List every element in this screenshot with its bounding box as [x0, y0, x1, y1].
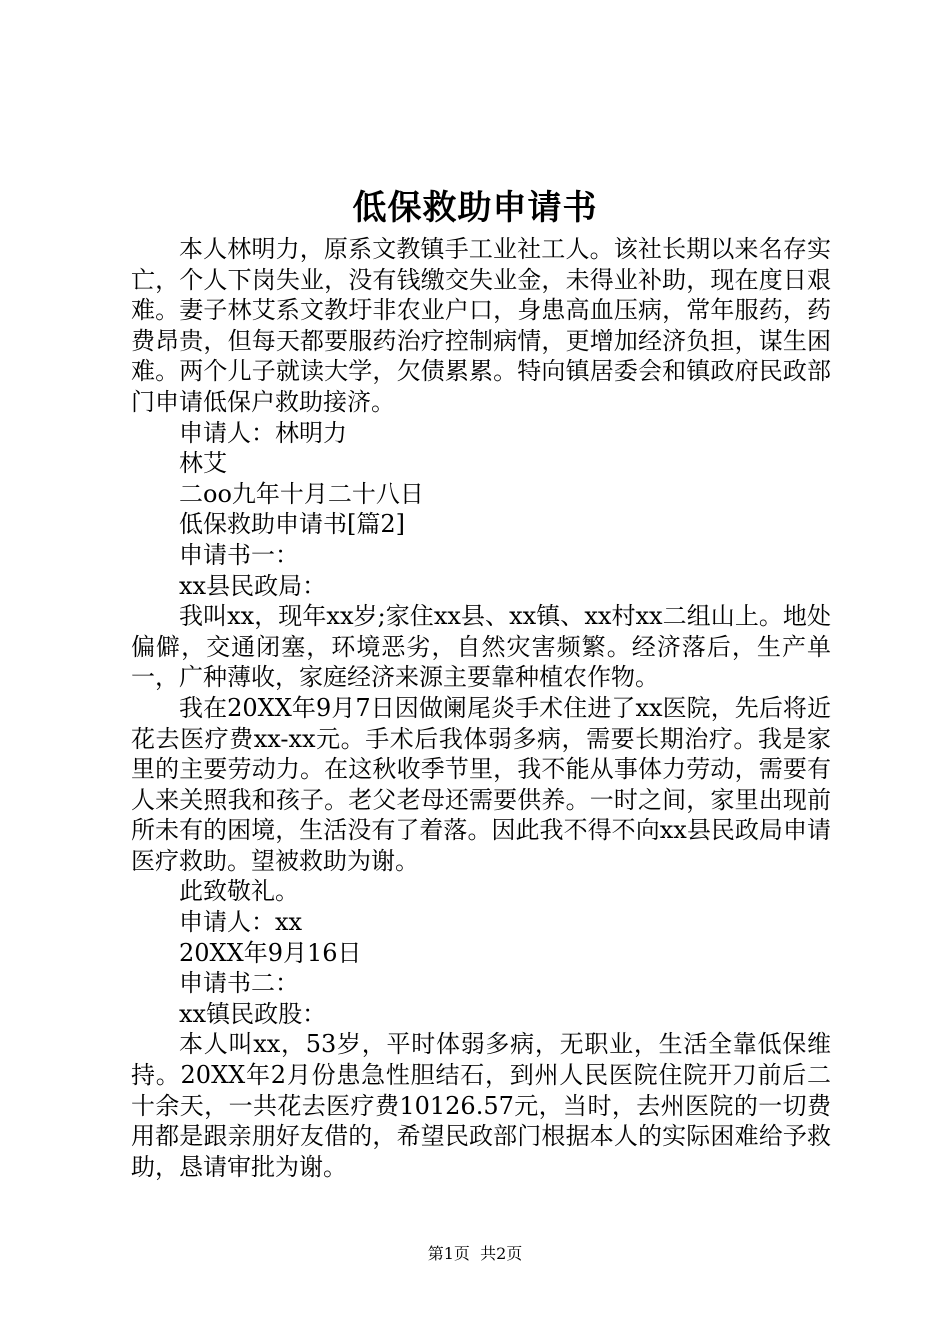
co-applicant-line: 林艾 [179, 449, 227, 478]
applicant-line: 申请人：林明力 [179, 418, 347, 447]
page-footer: 第1页 共2页 [427, 1244, 523, 1263]
salutation-line: xx县民政局： [179, 571, 327, 600]
salutation-line: xx镇民政股： [179, 999, 327, 1028]
applicant-line: 申请人：xx [179, 908, 303, 937]
closing-line: 此致敬礼。 [179, 877, 299, 906]
date-line: 二oo九年十月二十八日 [179, 479, 424, 508]
document-body [131, 234, 831, 1182]
paragraph: 我在20XX年9月7日因做阑尾炎手术住进了xx医院，先后将近花去医疗费xx-xx元。手术后我体弱多病，需要长期治疗。我是家里的主要劳动力。在这秋收季节里，我不能从事体力劳动，需要有人来关照我和孩子。老父老母还需要供养。一时之间，家里出现前所未有的困境，生活没有了着落。因此我不得不向xx县民政局申请医疗救助。望被救助为谢。 [131, 693, 831, 875]
date-line: 20XX年9月16日 [179, 938, 362, 967]
section-heading: 低保救助申请书[篇2] [179, 510, 405, 539]
paragraph: 本人林明力，原系文教镇手工业社工人。该社长期以来名存实亡，个人下岗失业，没有钱缴交失业金，未得业补助，现在度日艰难。妻子林艾系文教圩非农业户口，身患高血压病，常年服药，药费昂贵，但每天都要服药治疗控制病情，更增加经济负担，谋生困难。两个儿子就读大学，欠债累累。特向镇居委会和镇政府民政部门申请低保户救助接济。 [131, 235, 831, 416]
document-title: 低保救助申请书 [352, 188, 598, 228]
letter-heading: 申请书二： [179, 969, 299, 998]
letter-heading: 申请书一： [179, 540, 299, 569]
paragraph: 我叫xx，现年xx岁;家住xx县、xx镇、xx村xx二组山上。地处偏僻，交通闭塞，环境恶劣，自然灾害频繁。经济落后，生产单一，广种薄收，家庭经济来源主要靠种植农作物。 [131, 602, 831, 692]
paragraph: 本人叫xx，53岁，平时体弱多病，无职业，生活全靠低保维持。20XX年2月份患急性胆结石，到州人民医院住院开刀前后二十余天，一共花去医疗费10126.57元，当时，去州医院的一切费用都是跟亲朋好友借的，希望民政部门根据本人的实际困难给予救助，恳请审批为谢。 [131, 1030, 831, 1181]
